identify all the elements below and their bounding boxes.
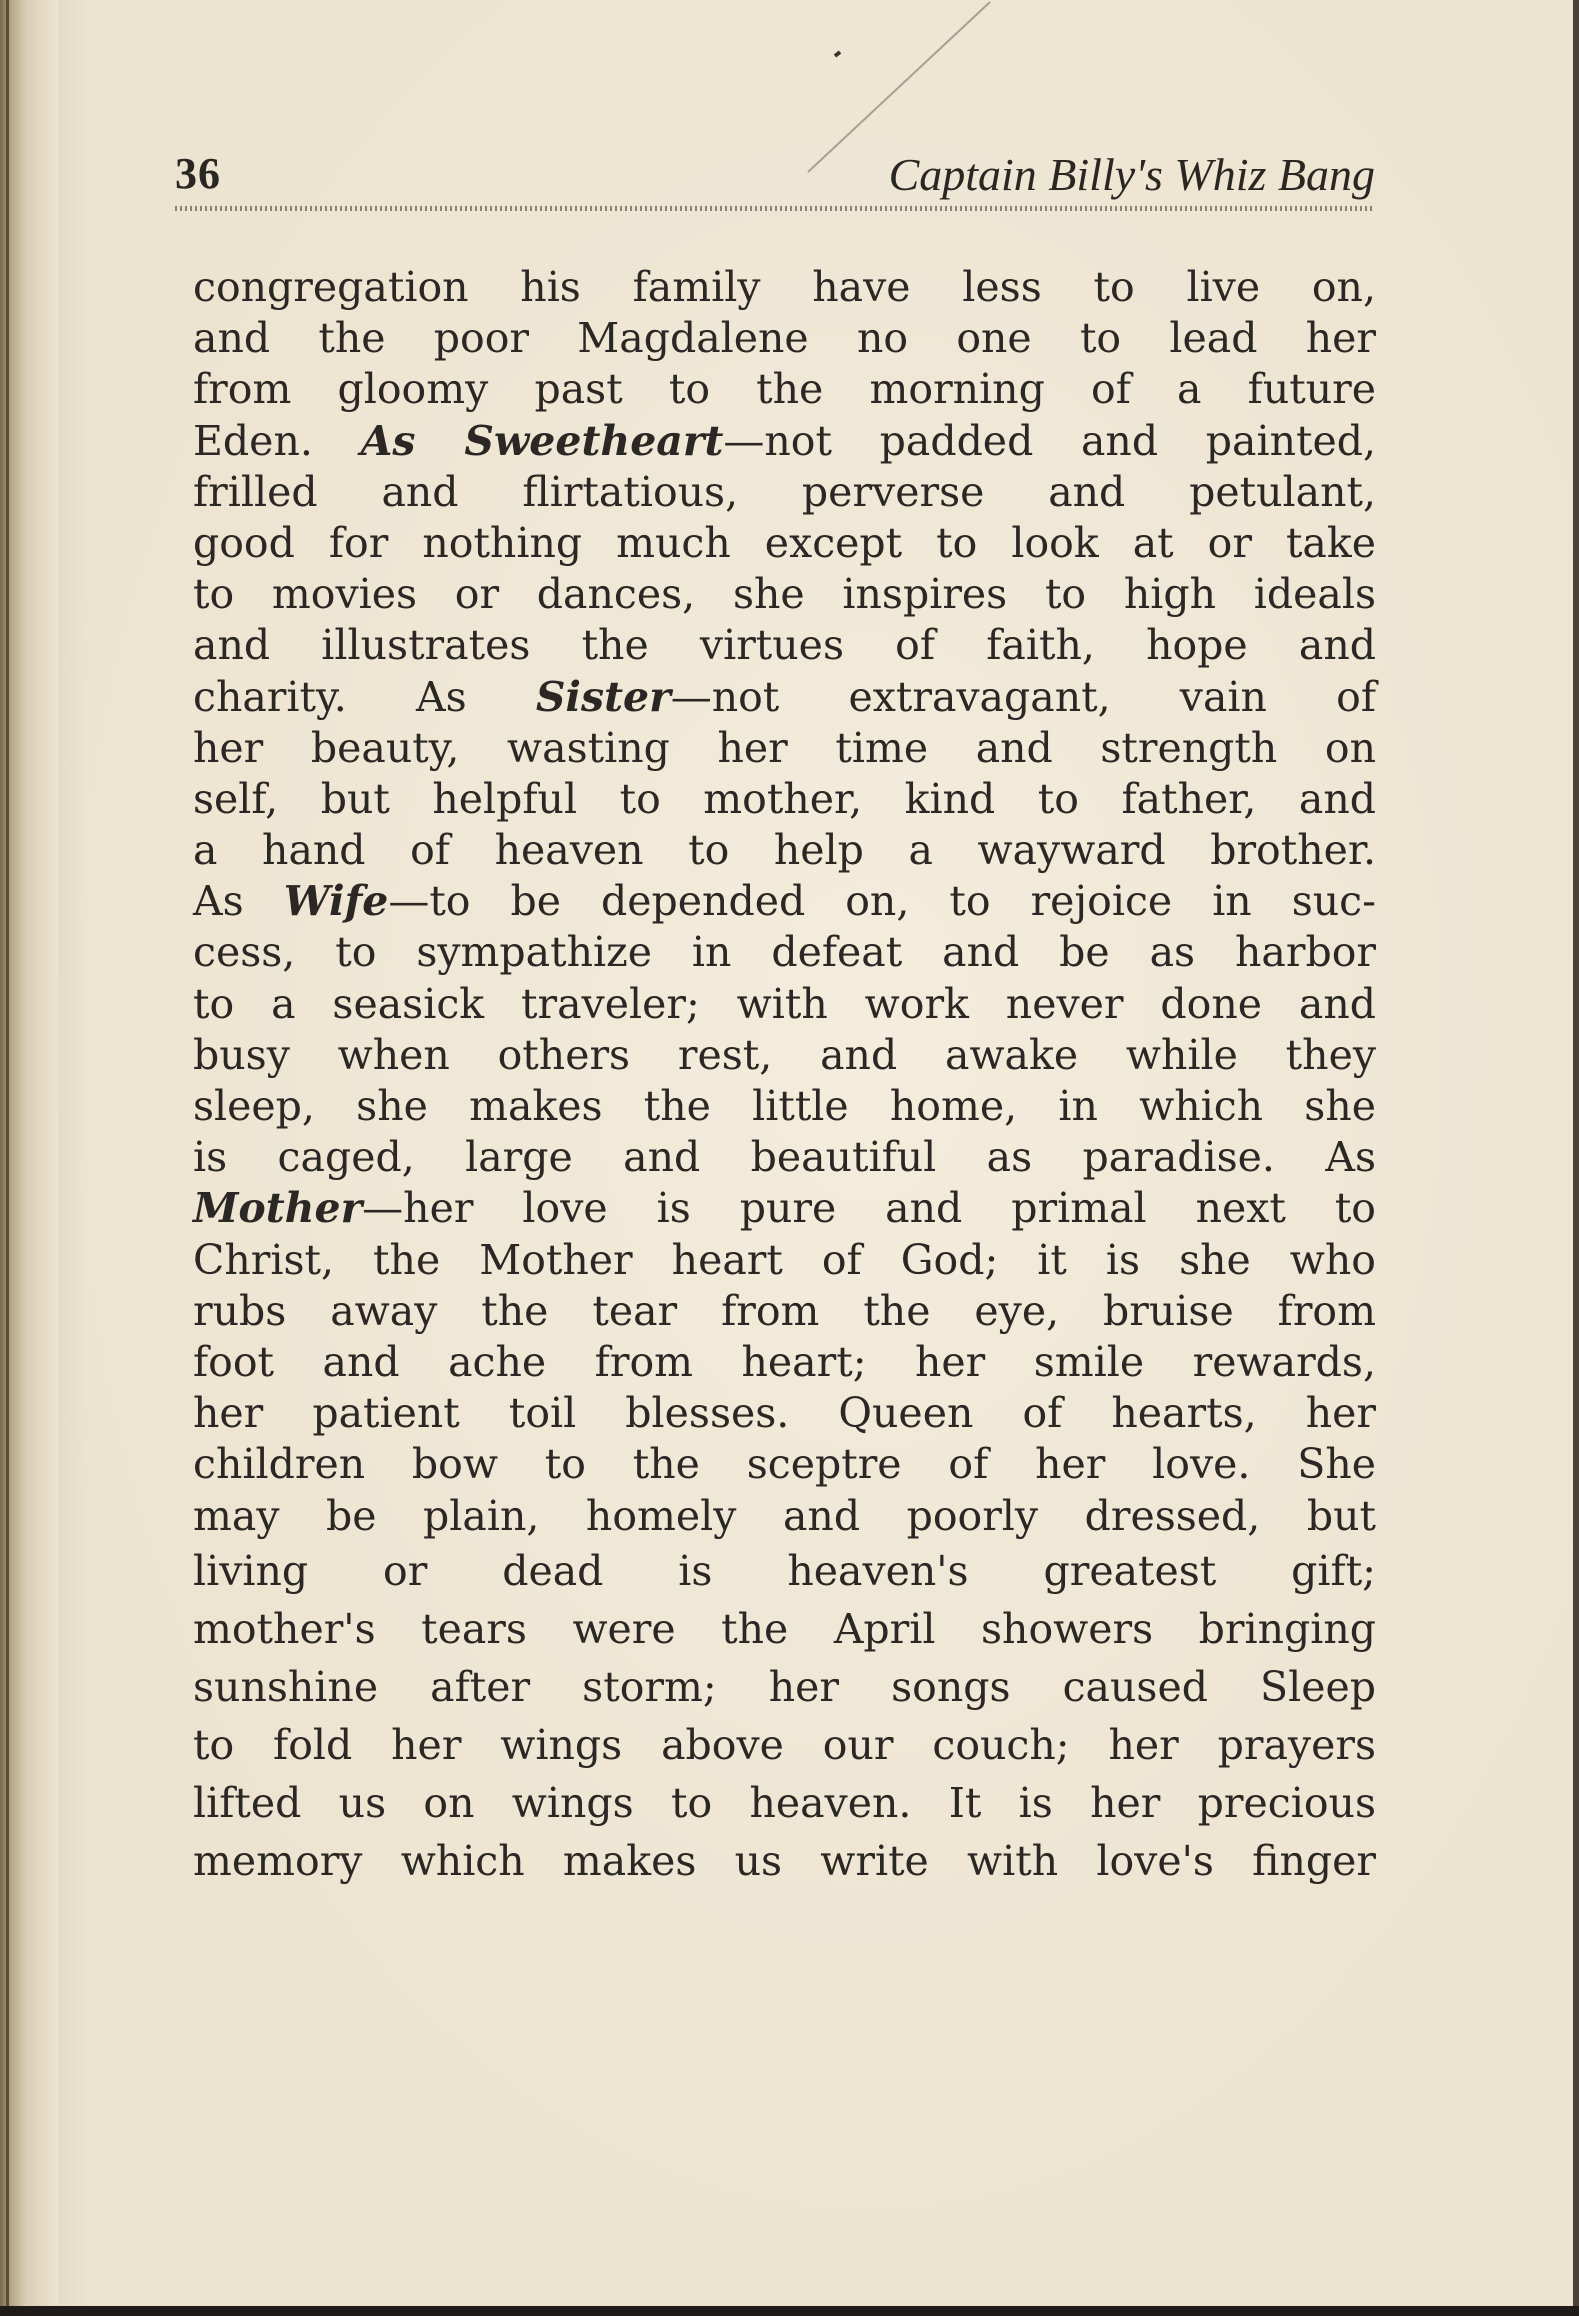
text-run: —her love is pure and primal next to [362,1184,1376,1233]
text-line: Christ, the Mother heart of God; it is she who [193,1235,1376,1284]
text-run: —to be depended on, to rejoice in suc- [388,877,1376,926]
emphasis-wife: Wife [283,877,389,926]
text-line: children bow to the sceptre of her love. She [193,1440,1376,1489]
text-line: and illustrates the virtues of faith, hope and [193,621,1376,670]
text-line [193,672,1376,723]
text-line: busy when others rest, and awake while they [193,1030,1376,1079]
text-line [193,416,1376,467]
text-line: rubs away the tear from the eye, bruise from [193,1286,1376,1335]
text-line: her patient toil blesses. Queen of hearts, her [193,1389,1376,1438]
text-line: is caged, large and beautiful as paradise. As [193,1133,1376,1182]
page-bottom-edge [0,2306,1579,2316]
body-text [193,262,1376,1890]
text-line: cess, to sympathize in defeat and be as harbor [193,928,1376,977]
text-line: foot and ache from heart; her smile rewards, [193,1337,1376,1386]
text-run: As [193,877,284,926]
text-run: —not extravagant, vain of [670,672,1376,721]
text-run: charity. As [193,672,536,721]
text-line: good for nothing much except to look at or take [193,518,1376,567]
page-binding-edge [0,0,58,2316]
header-rule [175,206,1375,211]
emphasis-sister: Sister [535,672,671,721]
text-line: self, but helpful to mother, kind to father, and [193,774,1376,823]
text-line: sunshine after storm; her songs caused Sleep [193,1662,1376,1711]
text-line: to fold her wings above our couch; her prayers [193,1720,1376,1769]
emphasis-sweetheart: As Sweetheart [360,416,724,465]
running-title: Captain Billy's Whiz Bang [888,149,1375,200]
page-right-edge [1573,0,1579,2316]
text-line: lifted us on wings to heaven. It is her precious [193,1778,1376,1827]
page-number: 36 [175,149,221,198]
text-line: her beauty, wasting her time and strength on [193,723,1376,772]
emphasis-mother: Mother [193,1184,363,1233]
text-line: may be plain, homely and poorly dressed, but [193,1491,1376,1540]
text-line: to movies or dances, she inspires to high ideals [193,570,1376,619]
text-line: mother's tears were the April showers bringing [193,1604,1376,1653]
text-line: memory which makes us write with love's finger [193,1836,1376,1885]
text-run: —not padded and painted, [723,416,1376,465]
text-line: to a seasick traveler; with work never done and [193,979,1376,1028]
running-header [175,148,1375,208]
text-line [193,876,1376,927]
text-line: congregation his family have less to live on, [193,263,1376,311]
text-line: a hand of heaven to help a wayward brother. [193,826,1376,875]
text-line: sleep, she makes the little home, in which she [193,1082,1376,1130]
text-line [193,1183,1376,1234]
text-line: frilled and flirtatious, perverse and petulant, [193,467,1376,516]
text-line: living or dead is heaven's greatest gift; [193,1546,1376,1595]
text-run: Eden. [193,416,361,465]
text-line: and the poor Magdalene no one to lead her [193,314,1376,363]
text-line: from gloomy past to the morning of a future [193,365,1376,414]
